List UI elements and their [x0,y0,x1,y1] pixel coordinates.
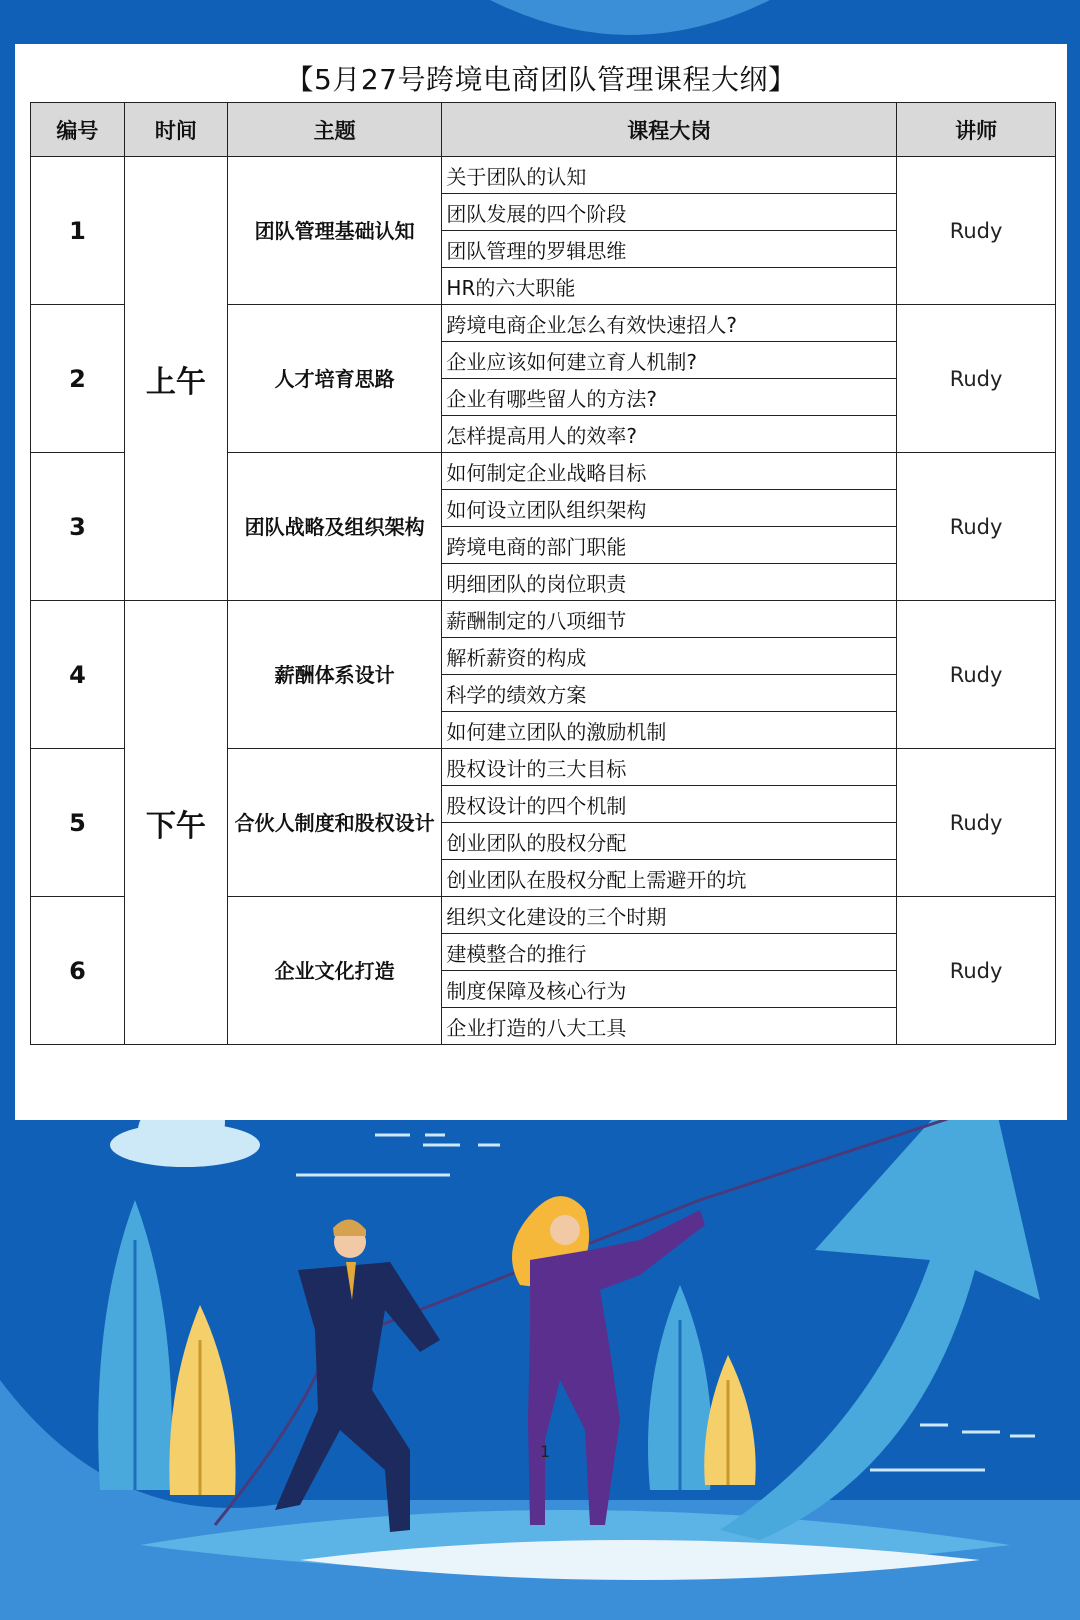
outline-item: 关于团队的认知 [442,157,897,194]
outline-item: 团队管理的罗辑思维 [442,231,897,268]
outline-item: 如何建立团队的激励机制 [442,712,897,749]
outline-item: 股权设计的三大目标 [442,749,897,786]
lecturer-name: Rudy [897,749,1056,897]
outline-item: 明细团队的岗位职责 [442,564,897,601]
outline-item: 薪酬制定的八项细节 [442,601,897,638]
page-number: 1 [540,1442,551,1461]
table-header-row [31,103,1056,157]
outline-item: 建模整合的推行 [442,934,897,971]
outline-item: 跨境电商的部门职能 [442,527,897,564]
header-lecturer: 讲师 [897,103,1056,157]
outline-item: 团队发展的四个阶段 [442,194,897,231]
course-outline-table [30,102,1056,1045]
module-topic: 企业文化打造 [227,897,441,1045]
table-row [31,157,1056,194]
outline-item: 企业打造的八大工具 [442,1008,897,1045]
module-number: 6 [31,897,125,1045]
course-outline-sheet [15,44,1067,1120]
lecturer-name: Rudy [897,601,1056,749]
outline-item: 企业应该如何建立育人机制? [442,342,897,379]
module-number: 3 [31,453,125,601]
module-topic: 合伙人制度和股权设计 [227,749,441,897]
outline-item: 怎样提高用人的效率? [442,416,897,453]
outline-item: 创业团队在股权分配上需避开的坑 [442,860,897,897]
outline-item: 如何设立团队组织架构 [442,490,897,527]
lecturer-name: Rudy [897,157,1056,305]
session-afternoon: 下午 [124,601,227,1045]
module-topic: 薪酬体系设计 [227,601,441,749]
header-time: 时间 [124,103,227,157]
lecturer-name: Rudy [897,453,1056,601]
module-number: 2 [31,305,125,453]
lecturer-name: Rudy [897,897,1056,1045]
module-number: 4 [31,601,125,749]
outline-item: 如何制定企业战略目标 [442,453,897,490]
document-title: 【5月27号跨境电商团队管理课程大纲】 [285,63,797,96]
outline-item: 制度保障及核心行为 [442,971,897,1008]
header-number: 编号 [31,103,125,157]
module-number: 5 [31,749,125,897]
outline-item: 企业有哪些留人的方法? [442,379,897,416]
lecturer-name: Rudy [897,305,1056,453]
module-number: 1 [31,157,125,305]
header-outline: 课程大岗 [442,103,897,157]
outline-item: 科学的绩效方案 [442,675,897,712]
module-topic: 人才培育思路 [227,305,441,453]
header-topic: 主题 [227,103,441,157]
outline-item: 股权设计的四个机制 [442,786,897,823]
outline-item: 组织文化建设的三个时期 [442,897,897,934]
session-morning: 上午 [124,157,227,601]
module-topic: 团队战略及组织架构 [227,453,441,601]
outline-item: 跨境电商企业怎么有效快速招人? [442,305,897,342]
module-topic: 团队管理基础认知 [227,157,441,305]
outline-item: 创业团队的股权分配 [442,823,897,860]
outline-item: HR的六大职能 [442,268,897,305]
outline-item: 解析薪资的构成 [442,638,897,675]
table-row [31,601,1056,638]
